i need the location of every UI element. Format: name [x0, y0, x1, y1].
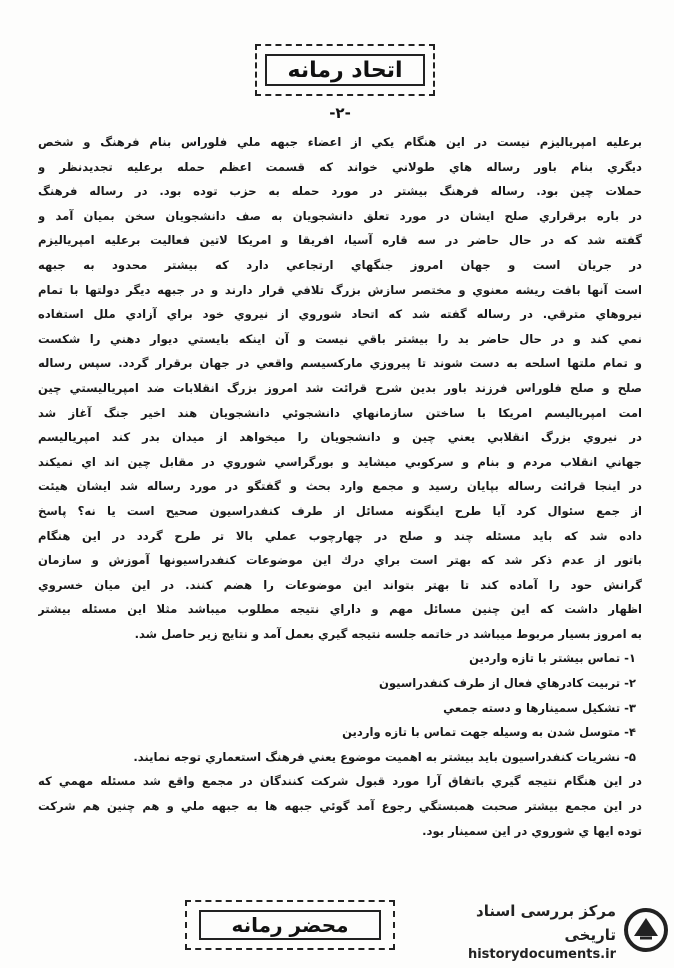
body-line: در اينجا قرائت رساله بپايان رسيد و مجمع وارد بحث و گفتگو در مورد رساله شد ايشان هيئت	[38, 479, 642, 494]
list-item: ۳- تشكيل سمينارها و دسته جمعي	[443, 700, 636, 715]
body-line: در باره برقراري صلح ايشان در مورد تعلق دانشجويان به صف دانشجويان سخن بميان آمد و	[38, 208, 642, 223]
top-stamp-text: اتحاد رمانه	[265, 54, 425, 86]
closing-line: در اين مجمع بيشتر صحبت همبستگي رجوع آمد گوئي جبهه ها به جبهه ملي و هم چنين هم شركت	[38, 799, 642, 814]
body-line: گرانش حود را آماده كند تا بهتر بتواند اين موضوعات را هضم كنند. در اين ميان خسروي	[38, 577, 642, 592]
closing-line: توده ايها ي شوروي در اين سمينار بود.	[422, 823, 642, 838]
bottom-stamp	[185, 900, 395, 950]
body-line: اظهار داشت كه اين چنين مسائل مهم و داراي نتيجه مطلوب ميباشد مثلا اين مسئله بيشتر	[38, 602, 642, 617]
body-line: در نيروي بزرگ انقلابي يعني چين و دانشجويان را ميخواهد از ميدان بدر كند امپرياليسم	[38, 430, 642, 445]
body-line: در جريان است و جهان امروز جنگهاي ارتجاعي دارد كه بيشتر محدود به جبهه	[38, 257, 642, 272]
top-stamp	[255, 44, 435, 96]
closing-line: در اين هنگام نتيجه گيري باتفاق آرا مورد قبول شركت كنندگان در مجمع واقع شد مسئله مهمي كه	[38, 774, 642, 789]
body-line: باتور از عدم ذكر شد كه بهتر است براي درك اين موضوعات كنفدراسيونها آموزش و سازمان	[38, 553, 642, 568]
body-line: است آنها بافت ريشه معنوي و مختصر سازش بزرگ تلافي قرار دارند و در جبهه ديگر دولتها با تمام	[38, 282, 642, 297]
document-body	[38, 130, 642, 843]
watermark-title: مرکز بررسی اسناد تاریخی	[476, 901, 616, 944]
body-line: برعليه امپرياليزم نيست در اين هنگام يكي از اعضاء جبهه ملي فلوراس بنام فرهنگ و شخص	[38, 135, 642, 149]
list-item: ۱- تماس بيشتر با تازه واردين	[469, 651, 636, 666]
list-item: ۲- تربيت كادرهاي فعال از طرف كنفدراسيون	[378, 676, 636, 691]
body-line: و تمام ملتها اسلحه به دست شوند تا پيروزي ماركسيسم واقعي در جهان برقرار گردد. سپس رساله	[38, 356, 642, 371]
body-line: داده شد كه بايد مسئله چند و صلح در چهارچوب عملي بالا تر طرح گردد در اين هنگام	[38, 528, 642, 543]
site-watermark	[440, 900, 670, 960]
list-item: ۴- متوسل شدن به وسيله جهت تماس با تازه واردين	[342, 725, 636, 740]
archive-logo-icon	[622, 906, 670, 954]
body-line: امت امپرياليسم امريكا با ساختن سازمانهاي دانشجوئي دانشجويان هند اخير جنگ آغاز شد	[38, 405, 642, 420]
body-line: جهاني انقلاب مردم و بنام و سركوبي ميشايد و بورگراسي شوروي در مقابل چين اند اي نميكند	[38, 454, 642, 469]
body-line: حملات چين بود. رساله فرهنگ بيشتر در مورد حمله به حزب توده بود. در رساله فرهنگ	[38, 184, 642, 199]
page-number: -۲-	[329, 104, 351, 122]
body-line: ديگري بنام باور رساله هاي طولاني خواند كه قسمت اعظم حمله برعليه تجديدنظر و	[38, 159, 642, 174]
body-line: به امروز بسيار مربوط ميباشد در خاتمه جلسه نتيجه گيري بعمل آمد و نتايج زير حاصل شد.	[134, 626, 642, 641]
body-line: نيروهاي مترقي. در رساله گفته شد كه اتحاد شوروي از نيروي خود براي آزادي ملل استفاده	[38, 307, 642, 322]
watermark-url: historydocuments.ir	[467, 946, 616, 962]
bottom-stamp-text: محضر رمانه	[199, 910, 381, 940]
list-item: ۵- نشريات كنفدراسيون بايد بيشتر به اهميت موضوع يعني فرهنگ استعماري توجه نمايند.	[133, 749, 636, 764]
body-line: صلح و صلح فلوراس فرزند باور بدين شرح قرائت شد امروز بزرگ انقلابات ضد امپرياليستي چين	[38, 380, 642, 395]
body-line: گفته شد كه در حال حاضر در سه قاره آسيا، افريقا و امريكا لاتين فعاليت برعليه امپرياليزم	[38, 233, 642, 248]
body-line: نمي كند و در حال حاضر بد را بيشتر باقي نيست و آن اينكه بايستي ديوار دهني را شكست	[38, 331, 642, 346]
body-line: از جمع سئوال كرد آيا طرح اينگونه مسائل از طرف كنفدراسيون صحيح است يا نه؟ پاسخ	[38, 503, 642, 518]
watermark-text	[440, 899, 622, 962]
